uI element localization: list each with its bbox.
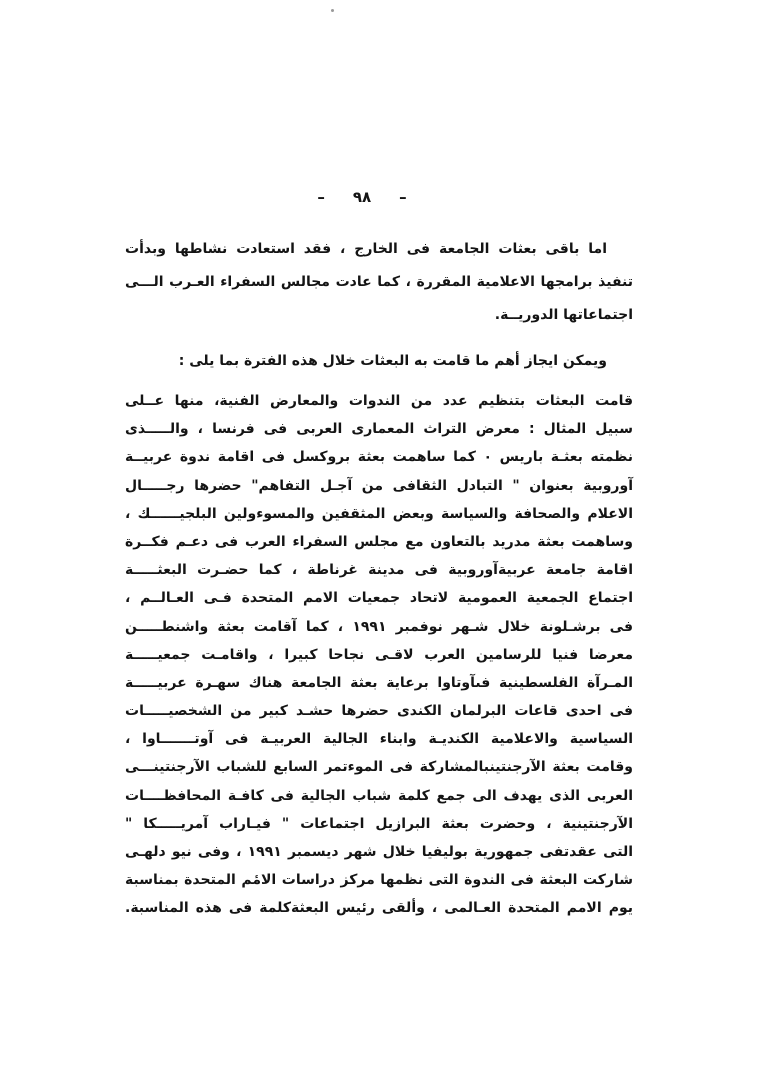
main-paragraph: [125, 387, 633, 923]
intro-paragraph: [125, 345, 633, 378]
text-line: الآرجنتينية ، وحضرت بعثة البرازيل اجتماعات " فيـاراب آمريـــــكا ": [125, 815, 633, 832]
text-line: العربى الذى يهدف الى جمع كلمة شباب الجالية فى كافـة المحافظــــات: [125, 787, 633, 804]
text-line: اما باقى بعثات الجامعة فى الخارج ، فقد استعادت نشاطها وبدأت: [125, 241, 607, 257]
page-number-dash-left: –: [399, 188, 407, 206]
text-line: المـرآة الفلسطينية فىآوتاوا برعاية بعثة الجامعة هناك سهـرة عربيـــــة: [125, 674, 633, 691]
text-line: وساهمت بعثة مدريد بالتعاون مع مجلس السفراء العرب فى دعـم فكــرة: [125, 533, 633, 550]
text-line: يوم الامم المتحدة العـالمى ، وألقى رئيس البعثةكلمة فى هذه المناسبة.: [125, 900, 633, 917]
scan-speck: [331, 9, 334, 12]
text-line: اجتماع الجمعية العمومية لاتحاد جمعيات الامم المتحدة فـى العـالــم ،: [125, 590, 633, 607]
page-number-dash-right: –: [317, 188, 325, 206]
text-line: فى احدى قاعات البرلمان الكندى حضرها حشـد كبير من الشخصيـــــات: [125, 703, 633, 720]
text-line: وقامت بعثة الآرجنتينبالمشاركة فى الموءتمر السابع للشباب الآرجنتينـــى: [125, 759, 633, 776]
text-line: شاركت البعثة فى الندوة التى نظمها مركز دراسات الامٔم المتحدة بمناسبة: [125, 872, 633, 889]
text-line: سبيل المثال : معرض التراث المعمارى العربى فى فرنسا ، والـــــذى: [125, 421, 633, 438]
text-line: فى برشـلونة خلال شـهر نوفمبر ١٩٩١ ، كما آقامت بعثة واشنطـــــن: [125, 618, 633, 635]
text-line: التى عقدتفى جمهورية بوليفيا خلال شهر ديسمبر ١٩٩١ ، وفى نيو دلهـى: [125, 844, 633, 860]
text-line: اجتماعاتها الدوريــة.: [494, 307, 633, 323]
text-line: تنفيذ برامجها الاعلامية المقررة ، كما عادت مجالس السفراء العـرب الـــى: [125, 274, 633, 290]
text-line: ويمكن ايجاز أهم ما قامت به البعثات خلال هذه الفترة بما يلى :: [178, 353, 607, 369]
text-line: آوروبية بعنوان " التبادل الثقافى من آجـل التفاهم" حضرها رجـــــال: [125, 477, 633, 494]
opening-paragraph: [125, 233, 633, 332]
text-line: معرضا فنيا للرسامين العرب لاقـى نجاحا كبيرا ، واقامـت جمعيـــــة: [125, 646, 633, 663]
text-line: اقامة جامعة عربيةآوروبية فى مدينة غرناطة ، كما حضـرت البعثـــــة: [125, 562, 633, 579]
page-number-value: ٩٨: [352, 188, 372, 206]
text-line: نظمته بعثـة باريس ٠ كما ساهمت بعثة بروكسل فى اقامة ندوة عربيــة: [125, 449, 633, 466]
text-line: قامت البعثات بتنظيم عدد من الندوات والمعارض الفنية، منها عــلى: [125, 393, 633, 409]
text-line: السياسية والاعلامية الكنديـة وابناء الجالية العربيـة فى آوتـــــــاوا ،: [125, 731, 633, 748]
page-number: [0, 188, 741, 206]
text-line: الاعلام والصحافة والسياسة وبعض المثقفين والمسوءولين البلجيــــــك ،: [125, 505, 633, 522]
